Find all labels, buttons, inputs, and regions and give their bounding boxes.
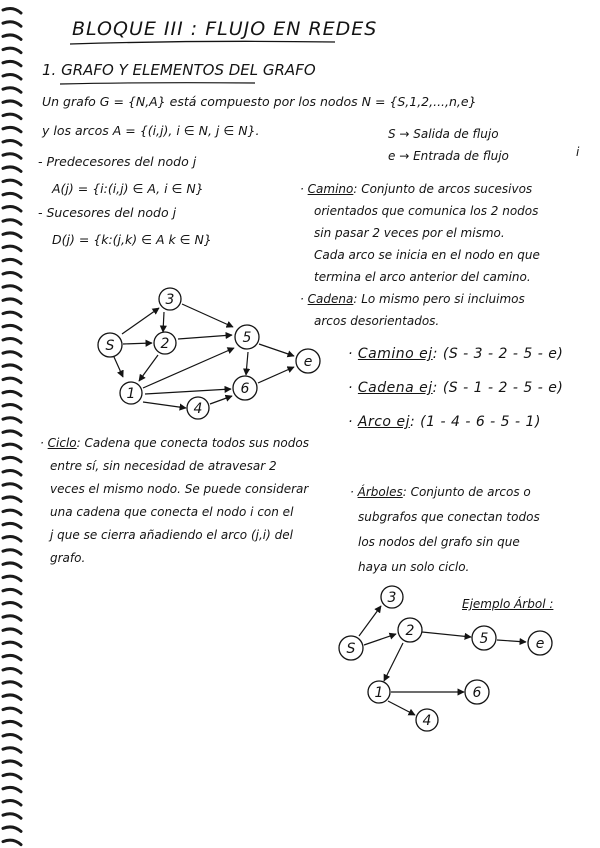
arc-1-6 [145, 389, 231, 394]
arc-5-6 [246, 352, 248, 375]
example-camino-value: : (S - 3 - 2 - 5 - e) [432, 346, 564, 362]
example-arco-term: Arco ej [357, 414, 410, 430]
arc-3-2 [163, 312, 164, 332]
example-camino-term: Camino ej [357, 346, 433, 362]
camino-line-3: sin pasar 2 veces por el mismo. [314, 226, 505, 240]
camino-line-5: termina el arco anterior del camino. [314, 270, 531, 284]
example-arco-value: : (1 - 4 - 6 - 5 - 1) [409, 414, 541, 430]
graph-node-3-label: 3 [165, 292, 175, 308]
arboles-line-3: los nodos del grafo sin que [358, 535, 520, 549]
ciclo-def: : Cadena que conecta todos sus nodos [76, 436, 309, 450]
ciclo-line-6: grafo. [50, 551, 86, 565]
graph-node-2-label: 2 [160, 336, 170, 352]
tree-node-S-label: S [346, 641, 356, 657]
predecessors-formula: A(j) = {i:(i,j) ∈ A, i ∈ N} [52, 181, 204, 196]
ciclo-line-4: una cadena que conecta el nodo i con el [50, 505, 294, 519]
e-note: e → Entrada de flujo [388, 149, 509, 163]
tree-example-label: Ejemplo Árbol : [462, 597, 554, 611]
section-heading: 1. GRAFO Y ELEMENTOS DEL GRAFO [42, 61, 316, 79]
ciclo-line-2: entre sí, sin necesidad de atravesar 2 [50, 459, 277, 473]
tree-node-1-label: 1 [374, 685, 384, 701]
example-camino: · Camino ej: (S - 3 - 2 - 5 - e) [348, 346, 564, 362]
arboles-term: Árboles [357, 485, 403, 499]
ciclo-line-3: veces el mismo nodo. Se puede considerar [50, 482, 309, 496]
s-note: S → Salida de flujo [388, 127, 499, 141]
arc-S-2 [123, 343, 152, 344]
graph-node-e-label: e [303, 354, 313, 370]
arc-1-5 [143, 348, 234, 388]
example-cadena: · Cadena ej: (S - 1 - 2 - 5 - e) [348, 380, 564, 396]
camino-line-2: orientados que comunica los 2 nodos [314, 204, 539, 218]
arboles-line-4: haya un solo ciclo. [358, 560, 470, 574]
intro-line-2: y los arcos A = {(i,j), i ∈ N, j ∈ N}. [42, 123, 260, 138]
arc-4-6 [210, 396, 232, 404]
graph-node-5-label: 5 [242, 330, 252, 346]
tree-arc-2-1 [384, 643, 403, 681]
cadena-line-1: · Cadena: Lo mismo pero si incluimos [300, 292, 525, 306]
camino-term: Camino [307, 182, 354, 196]
graph-node-4-label: 4 [193, 401, 203, 417]
graph-node-6-label: 6 [240, 381, 250, 397]
tree-arc-S-3 [359, 606, 381, 636]
page-title: BLOQUE III : FLUJO EN REDES [72, 18, 378, 40]
ciclo-line-1: · Ciclo: Cadena que conecta todos sus nodos [40, 436, 309, 450]
graph-node-1-label: 1 [126, 386, 136, 402]
tree-arc-1-4 [388, 701, 415, 715]
arc-6-e [258, 367, 294, 383]
arboles-line-1: · Árboles: Conjunto de arcos o [350, 485, 531, 499]
successors-formula: D(j) = {k:(j,k) ∈ A k ∈ N} [52, 232, 212, 247]
example-arco: · Arco ej: (1 - 4 - 6 - 5 - 1) [348, 414, 541, 430]
predecessors-label: - Predecesores del nodo j [38, 154, 197, 169]
tree-node-3-label: 3 [387, 590, 397, 606]
tree-node-6-label: 6 [472, 685, 482, 701]
cadena-def: : Lo mismo pero si incluimos [353, 292, 525, 306]
cadena-line-2: arcos desorientados. [314, 314, 440, 328]
graph-node-S-label: S [105, 338, 115, 354]
tree-node-e-label: e [535, 636, 545, 652]
arc-2-5 [178, 335, 232, 339]
tree-arc-2-5 [422, 632, 471, 637]
successors-label: - Sucesores del nodo j [38, 205, 177, 220]
arc-5-e [259, 344, 294, 356]
ciclo-term: Ciclo [47, 436, 77, 450]
intro-line-1: Un grafo G = {N,A} está compuesto por los nodos N = {S,1,2,...,n,e} [42, 94, 477, 109]
tree-arc-5-e [497, 640, 526, 642]
camino-line-4: Cada arco se inicia en el nodo en que [314, 248, 540, 262]
cadena-term: Cadena [307, 292, 354, 306]
example-cadena-value: : (S - 1 - 2 - 5 - e) [432, 380, 564, 396]
arc-3-5 [182, 304, 233, 327]
camino-line-1: · Camino: Conjunto de arcos sucesivos [300, 182, 533, 196]
arboles-def: : Conjunto de arcos o [402, 485, 531, 499]
tree-node-5-label: 5 [479, 631, 489, 647]
arc-2-1 [139, 355, 158, 381]
ciclo-line-5: j que se cierra añadiendo el arco (j,i) del [50, 528, 293, 542]
arc-S-3 [122, 308, 159, 334]
tree-node-2-label: 2 [405, 623, 415, 639]
arc-1-4 [143, 402, 186, 408]
camino-def: : Conjunto de arcos sucesivos [353, 182, 533, 196]
tree-arc-S-2 [364, 634, 396, 645]
example-cadena-term: Cadena ej [357, 380, 433, 396]
arboles-line-2: subgrafos que conectan todos [358, 510, 540, 524]
tree-node-4-label: 4 [422, 713, 432, 729]
margin-mark: i [576, 145, 580, 159]
arc-S-1 [114, 357, 123, 377]
